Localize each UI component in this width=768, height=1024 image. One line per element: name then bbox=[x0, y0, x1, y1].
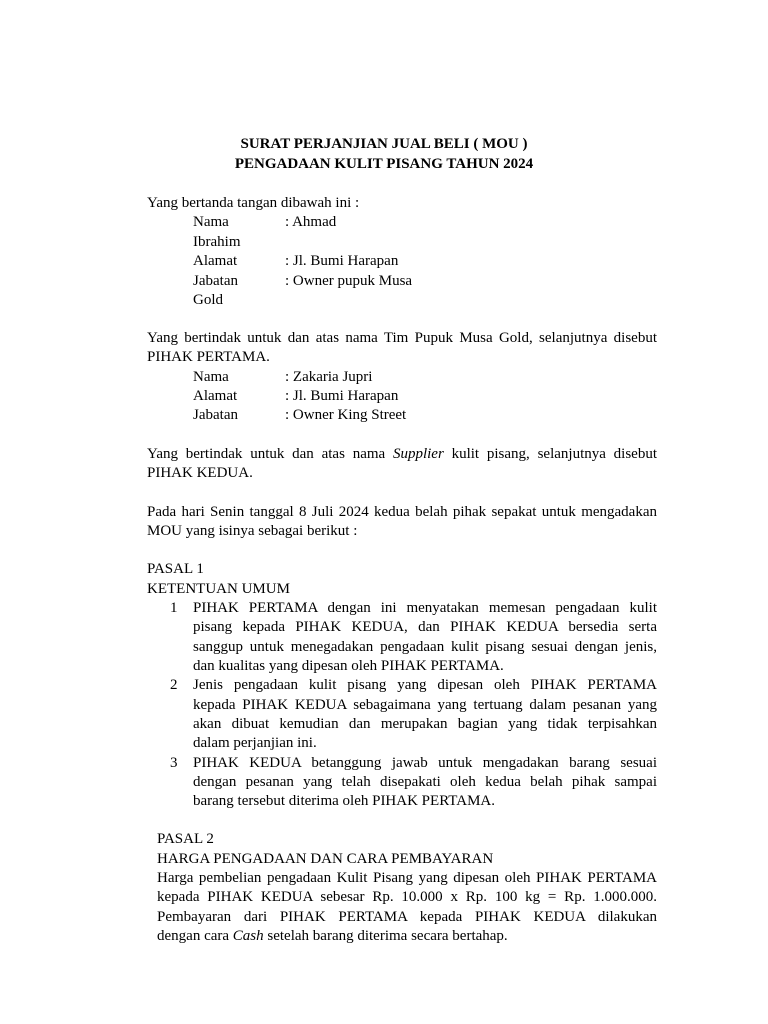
party2-position-label: Jabatan bbox=[193, 407, 238, 423]
party2-address-label: Alamat bbox=[193, 388, 238, 404]
party2-name-value: : Zakaria Jupri bbox=[285, 369, 373, 385]
list-item-line: sanggup untuk menegadakan pengadaan kulit pisang sesuai dengan jenis, bbox=[193, 639, 657, 655]
intro-text: Yang bertanda tangan dibawah ini : bbox=[147, 195, 360, 211]
party2-acting-pre: Yang bertindak untuk dan atas nama bbox=[147, 446, 393, 462]
party1-address-label: Alamat bbox=[193, 253, 238, 269]
list-item-line: dan kualitas yang dipesan oleh PIHAK PERTAMA. bbox=[193, 658, 504, 674]
list-item-number: 3 bbox=[170, 755, 178, 771]
pasal2-line3: Pembayaran dari PIHAK PERTAMA kepada PIHAK KEDUA dilakukan bbox=[157, 909, 657, 925]
party1-name-label: Nama bbox=[193, 214, 229, 230]
party2-acting-post: kulit pisang, selanjutnya disebut bbox=[443, 446, 658, 462]
document-title: SURAT PERJANJIAN JUAL BELI ( MOU ) bbox=[240, 136, 528, 152]
party1-position-label: Jabatan bbox=[193, 273, 238, 289]
list-item-line: akan dibuat kemudian dan merupakan bagian yang tidak terpisahkan bbox=[193, 716, 657, 732]
pasal2-subheading: HARGA PENGADAAN DAN CARA PEMBAYARAN bbox=[157, 851, 494, 867]
pasal1-subheading: KETENTUAN UMUM bbox=[147, 581, 290, 597]
party2-acting-line2: PIHAK KEDUA. bbox=[147, 465, 253, 481]
list-item-number: 1 bbox=[170, 600, 178, 616]
agreement-line1: Pada hari Senin tanggal 8 Juli 2024 kedua belah pihak sepakat untuk mengadakan bbox=[147, 504, 657, 520]
pasal2-line4 bbox=[157, 927, 508, 946]
party2-address-value: : Jl. Bumi Harapan bbox=[285, 388, 399, 404]
pasal2-line1: Harga pembelian pengadaan Kulit Pisang yang dipesan oleh PIHAK PERTAMA bbox=[157, 870, 657, 886]
pasal2-heading: PASAL 2 bbox=[157, 831, 214, 847]
party1-name-value: : Ahmad bbox=[285, 214, 337, 230]
party1-address-value: : Jl. Bumi Harapan bbox=[285, 253, 399, 269]
pasal2-line4-cash: Cash bbox=[232, 928, 264, 944]
party2-name-label: Nama bbox=[193, 369, 229, 385]
list-item-line: kepada PIHAK KEDUA sebagaimana yang tertuang dalam pesanan yang bbox=[193, 697, 657, 713]
party1-name-wrap: Ibrahim bbox=[193, 234, 241, 250]
list-item-line: pisang kepada PIHAK KEDUA, dan PIHAK KEDUA bersedia serta bbox=[193, 619, 657, 635]
party1-position-wrap: Gold bbox=[193, 292, 223, 308]
party1-position-value: : Owner pupuk Musa bbox=[285, 273, 413, 289]
list-item-line: PIHAK PERTAMA dengan ini menyatakan memesan pengadaan kulit bbox=[193, 600, 657, 616]
list-item-number: 2 bbox=[170, 677, 178, 693]
list-item-line: Jenis pengadaan kulit pisang yang dipesan oleh PIHAK PERTAMA bbox=[193, 677, 657, 693]
agreement-line2: MOU yang isinya sebagai berikut : bbox=[147, 523, 358, 539]
pasal2-line4-pre: dengan cara bbox=[157, 928, 233, 944]
pasal2-line2: kepada PIHAK KEDUA sebesar Rp. 10.000 x Rp. 100 kg = Rp. 1.000.000. bbox=[157, 889, 657, 905]
party1-acting-line2: PIHAK PERTAMA. bbox=[147, 349, 270, 365]
document-subtitle: PENGADAAN KULIT PISANG TAHUN 2024 bbox=[234, 156, 534, 172]
list-item-line: dengan pesanan yang telah disepakati oleh kedua belah pihak sampai bbox=[193, 774, 657, 790]
party2-position-value: : Owner King Street bbox=[285, 407, 407, 423]
pasal1-heading: PASAL 1 bbox=[147, 561, 204, 577]
list-item-line: dalam perjanjian ini. bbox=[193, 735, 317, 751]
list-item-line: barang tersebut diterima oleh PIHAK PERTAMA. bbox=[193, 793, 496, 809]
party1-acting-line1: Yang bertindak untuk dan atas nama Tim Pupuk Musa Gold, selanjutnya disebut bbox=[147, 330, 657, 346]
list-item-line: PIHAK KEDUA betanggung jawab untuk mengadakan barang sesuai bbox=[193, 755, 657, 771]
pasal2-line4-post: setelah barang diterima secara bertahap. bbox=[263, 928, 508, 944]
party2-acting-line1 bbox=[147, 445, 657, 464]
party2-acting-supplier: Supplier bbox=[392, 446, 444, 462]
